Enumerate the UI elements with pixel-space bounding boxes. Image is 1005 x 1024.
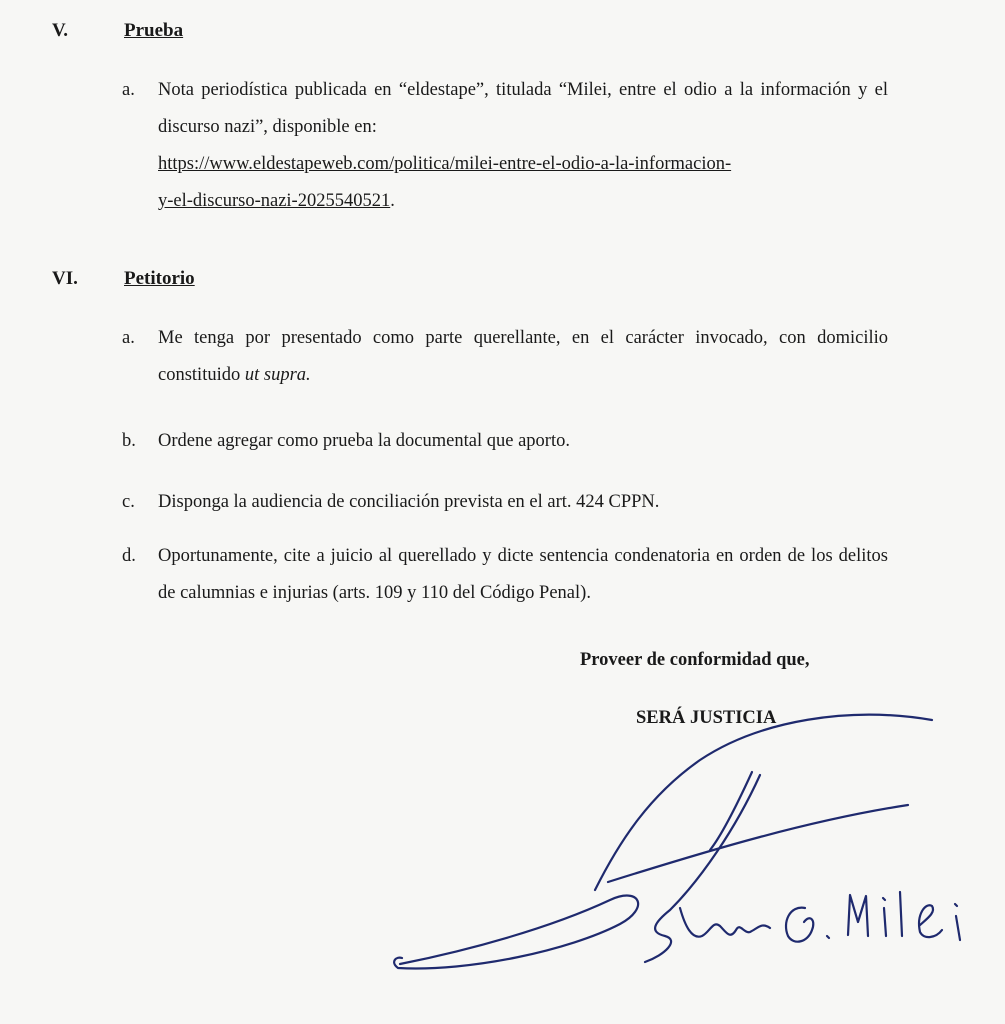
signature-g xyxy=(786,908,813,942)
item-body xyxy=(158,72,888,220)
source-link[interactable] xyxy=(158,146,888,220)
list-item-prueba-a xyxy=(122,72,888,220)
signature-dot-g xyxy=(827,936,829,938)
item-letter: a. xyxy=(122,328,135,348)
link-line-2[interactable]: y-el-discurso-nazi-2025540521 xyxy=(158,191,391,211)
item-text: Ordene agregar como prueba la documental que aporto. xyxy=(158,431,570,451)
signature-cross-line xyxy=(608,805,908,882)
item-body xyxy=(158,320,888,394)
signature-final-i xyxy=(956,916,960,940)
signature-ei xyxy=(919,905,942,937)
item-letter: a. xyxy=(122,80,135,100)
link-line-1[interactable]: https://www.eldestapeweb.com/politica/milei-entre-el-odio-a-la-informacion- xyxy=(158,154,732,174)
item-letter: d. xyxy=(122,546,136,566)
signature-m xyxy=(848,895,868,936)
handwritten-signature xyxy=(380,700,980,1000)
signature-j xyxy=(645,775,760,962)
item-letter: c. xyxy=(122,492,135,512)
list-item-petitorio-d xyxy=(122,538,888,612)
list-item-petitorio-c xyxy=(122,484,888,521)
section-title: Prueba xyxy=(124,20,184,41)
item-text: Nota periodística publicada en “eldestape”, titulada “Milei, entre el odio a la información y el discurso nazi”, disponible en: xyxy=(158,80,888,137)
signature-dot-end xyxy=(955,904,957,906)
item-text: Me tenga por presentado como parte querellante, en el carácter invocado, con domicilio constituido xyxy=(158,328,888,385)
section-number: VI. xyxy=(52,268,78,289)
signature-i xyxy=(884,908,886,936)
closing-line-1: Proveer de conformidad que, xyxy=(580,650,810,670)
signature-l xyxy=(900,892,902,936)
signature-dot-i xyxy=(883,898,885,900)
closing-line-2: SERÁ JUSTICIA xyxy=(636,708,777,728)
link-period: . xyxy=(390,191,395,211)
section-title: Petitorio xyxy=(124,268,195,289)
item-letter: b. xyxy=(122,431,136,451)
list-item-petitorio-a xyxy=(122,320,888,394)
signature-sweep-top xyxy=(595,715,932,890)
section-number: V. xyxy=(52,20,69,41)
item-text: Disponga la audiencia de conciliación prevista en el art. 424 CPPN. xyxy=(158,492,660,512)
item-italic-text: ut supra. xyxy=(244,365,311,385)
signature-loop xyxy=(394,896,638,969)
list-item-petitorio-b xyxy=(122,423,888,460)
signature-j-stroke xyxy=(710,772,752,850)
signature-avier xyxy=(680,908,770,937)
item-text: Oportunamente, cite a juicio al querellado y dicte sentencia condenatoria en orden de los delitos de calumnias e injurias (arts. 109 y 110 del Código Penal). xyxy=(158,546,888,603)
